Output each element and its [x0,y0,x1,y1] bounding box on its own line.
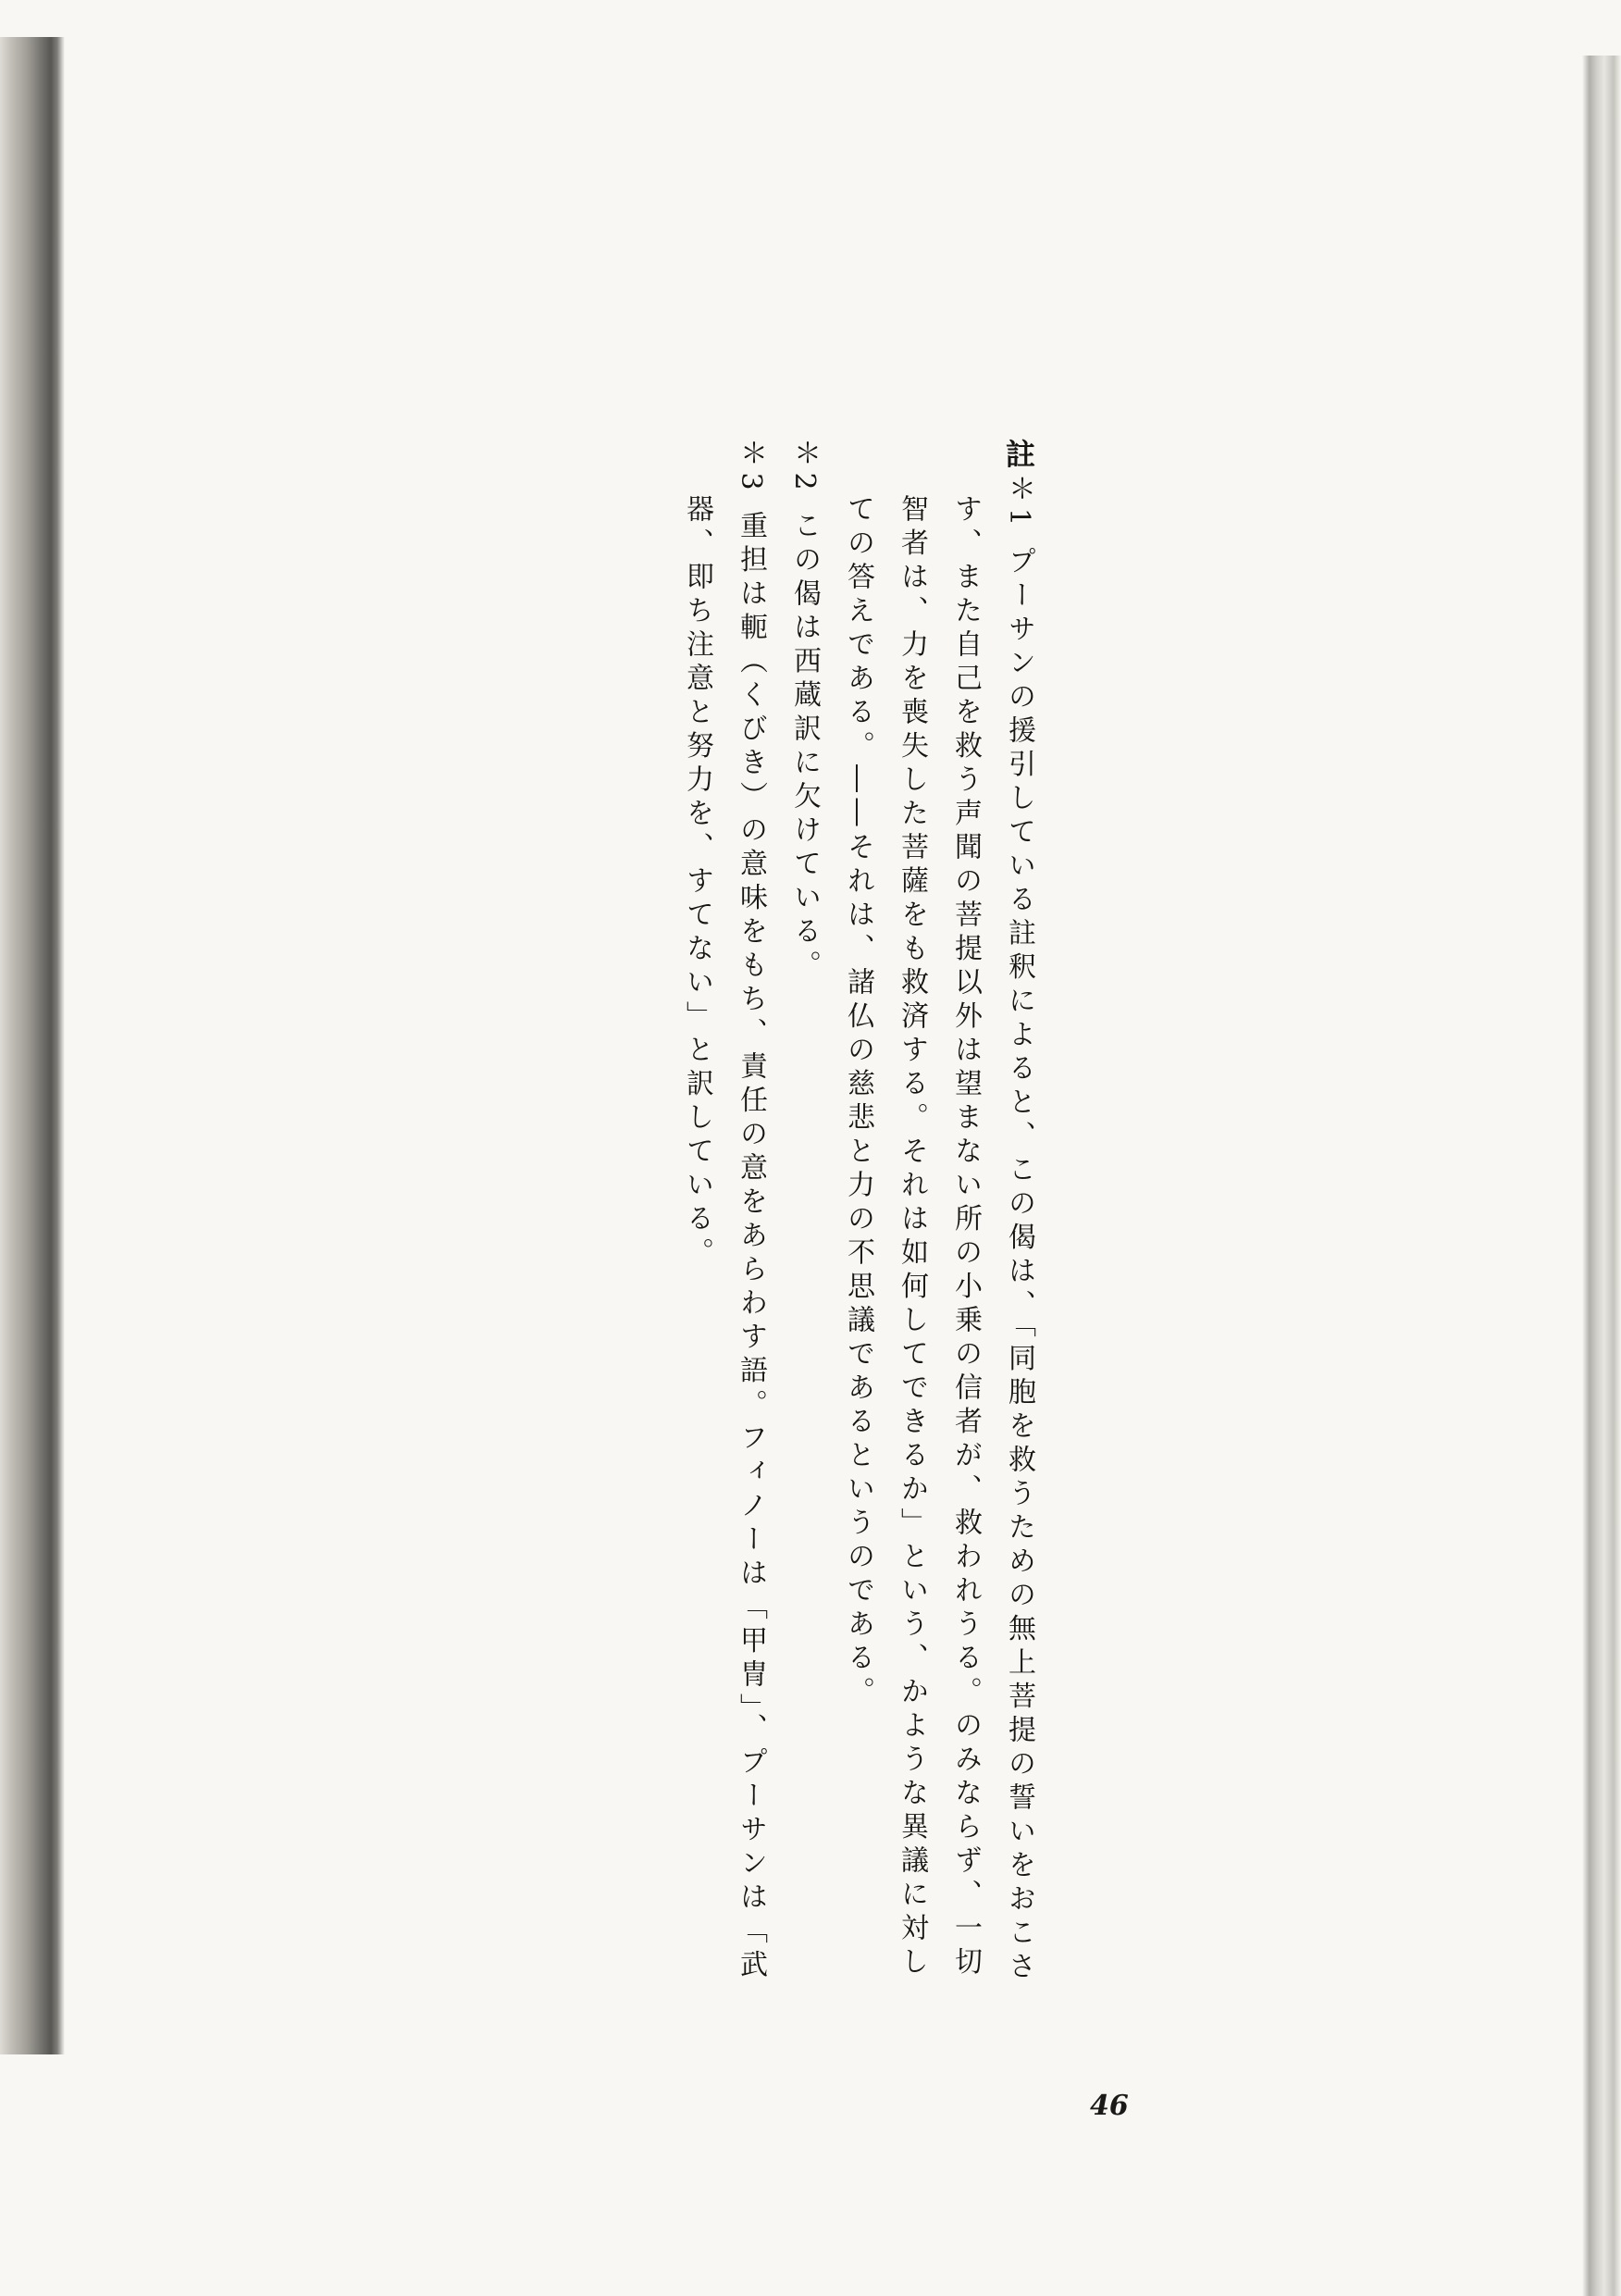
note-marker: ＊3 [735,439,767,497]
page-number: 46 [1090,2090,1129,2122]
notes-block [670,439,1046,1985]
note-2 [777,439,831,1985]
notes-heading: 註 [1001,439,1036,475]
note-marker: ＊2 [788,439,821,497]
note-text-line: す、また自己を救う声聞の菩提以外は望まない所の小乗の信者が、救われうる。のみならず、一切 [949,494,982,1980]
note-1 [831,439,1046,1985]
note-text-line: 智者は、力を喪失した菩薩をも救済する。それは如何してできるか」という、かような異議に対し [896,494,928,1980]
note-text-line: 重担は軛（くびき）の意味をもち、責任の意をあらわす語。フィノーは「甲冑」、プーサンは「武 [735,511,767,1984]
note-text-line: プーサンの援引している註釈によると、この偈は、「同胞を救うための無上菩提の誓いをおこさ [1003,546,1035,1986]
note-marker: ＊1 [1003,474,1035,532]
note-text-line: この偈は西蔵訳に欠けている。 [788,511,821,985]
note-text-line: 器、即ち注意と努力を、すてない」と訳している。 [681,494,713,1272]
scan-shadow-right [1582,56,1621,2296]
note-3 [670,439,777,1985]
note-text-line: ての答えである。――それは、諸仏の慈悲と力の不思議であるというのである。 [842,494,874,1710]
scan-shadow-left [0,37,65,2054]
